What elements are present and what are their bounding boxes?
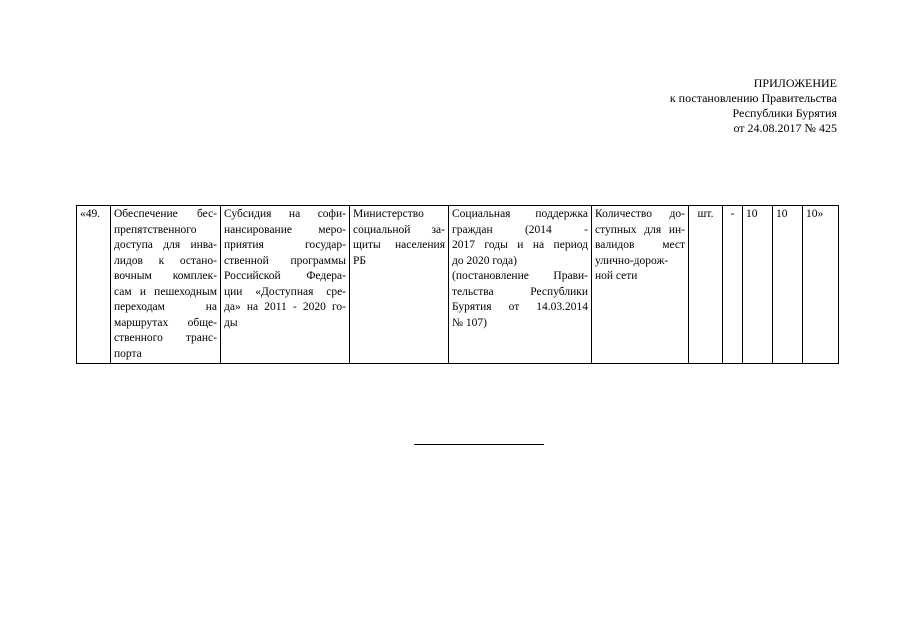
indicator-line: Количество до-	[595, 208, 685, 220]
funding-line: ды	[224, 316, 238, 329]
measure-line: сам и пешеходным	[114, 285, 217, 298]
funding-line: ции «Доступная сре-	[224, 285, 346, 298]
value-cell-2	[743, 206, 773, 364]
program-line: № 107)	[452, 316, 487, 329]
value-2: 10	[746, 208, 758, 220]
funding-line: приятия государ-	[224, 239, 346, 251]
measure-line: Обеспечение бес-	[114, 208, 217, 220]
measure-cell	[111, 206, 221, 364]
value-1: -	[730, 208, 735, 220]
funding-line: нансирование меро-	[224, 223, 346, 236]
funding-line: Субсидия на софи-	[224, 208, 346, 220]
measures-table	[76, 205, 839, 364]
appendix-title: ПРИЛОЖЕНИЕ	[753, 76, 837, 90]
measure-line: ственного транс-	[114, 332, 217, 344]
executor-line: щиты населения	[353, 239, 445, 251]
indicator-line: ной сети	[595, 270, 638, 282]
indicator-line: улично-дорож-	[595, 254, 669, 267]
program-line: граждан (2014 -	[452, 223, 588, 236]
program-cell	[449, 206, 592, 364]
value-cell-4	[803, 206, 839, 364]
closing-divider	[414, 444, 544, 445]
measure-line: переходам на	[114, 301, 217, 313]
appendix-header	[670, 76, 837, 136]
indicator-cell	[592, 206, 689, 364]
row-number-cell	[77, 206, 111, 364]
funding-line: Российской Федера-	[224, 270, 346, 282]
funding-line: ственной программы	[224, 254, 346, 267]
unit-value: шт.	[697, 208, 714, 220]
program-line: (постановление Прави-	[452, 270, 588, 282]
program-line: Бурятия от 14.03.2014	[452, 301, 588, 313]
program-line: 2017 годы и на период	[452, 239, 588, 251]
measure-line: лидов к остано-	[114, 254, 217, 267]
appendix-republic-line: Республики Бурятия	[732, 106, 837, 120]
executor-line: Министерство	[353, 208, 424, 220]
value-cell-3	[773, 206, 803, 364]
program-line: до 2020 года)	[452, 254, 517, 267]
measure-line: препятственного	[114, 223, 197, 236]
executor-cell	[350, 206, 449, 364]
program-line: Социальная поддержка	[452, 208, 588, 220]
program-line: тельства Республики	[452, 285, 588, 298]
unit-cell	[689, 206, 723, 364]
row-number: «49.	[80, 208, 101, 220]
appendix-date-number: от 24.08.2017 № 425	[733, 121, 837, 135]
executor-line: социальной за-	[353, 223, 445, 236]
funding-line: да» на 2011 - 2020 го-	[224, 301, 346, 313]
table-row	[77, 206, 839, 364]
measure-line: вочным комплек-	[114, 270, 217, 282]
value-4: 10»	[806, 208, 824, 220]
value-3: 10	[776, 208, 788, 220]
executor-line: РБ	[353, 254, 366, 267]
funding-cell	[221, 206, 350, 364]
indicator-line: валидов мест	[595, 239, 685, 251]
measure-line: порта	[114, 347, 142, 360]
value-cell-1	[723, 206, 743, 364]
measure-line: маршрутах обще-	[114, 316, 217, 329]
measure-line: доступа для инва-	[114, 239, 217, 251]
indicator-line: ступных для ин-	[595, 223, 685, 236]
appendix-resolution-line: к постановлению Правительства	[669, 91, 837, 105]
